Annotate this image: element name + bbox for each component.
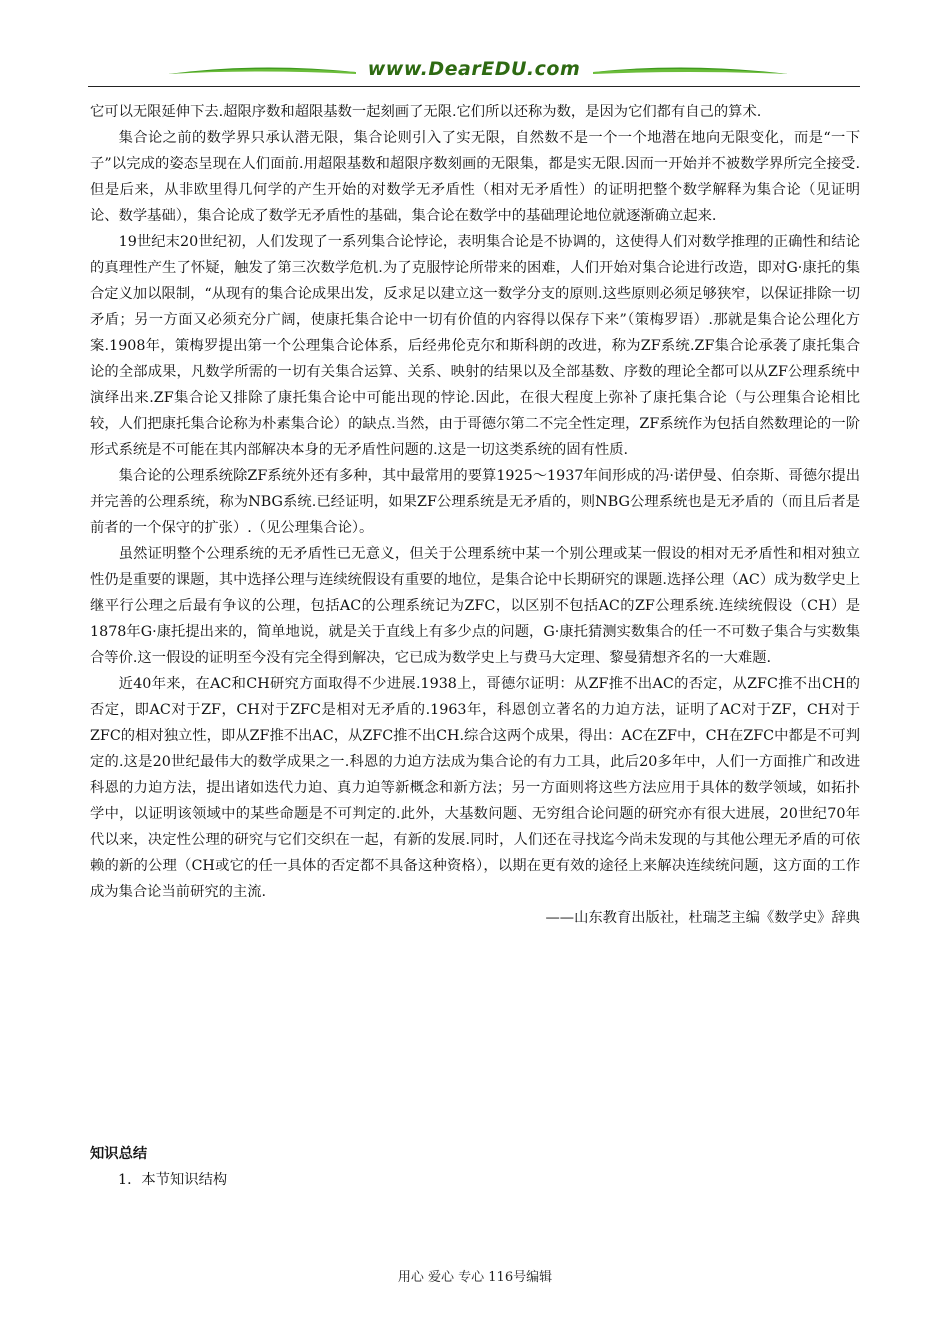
page-footer: 用心 爱心 专心 116号编辑	[397, 1270, 553, 1285]
site-name: www.DearEDU.com	[367, 58, 581, 80]
article-body	[90, 99, 860, 931]
paragraph: 虽然证明整个公理系统的无矛盾性已无意义，但关于公理系统中某一个别公理或某一假设的相对无矛盾性和相对独立性仍是重要的课题，其中选择公理与连续统假设有重要的地位，是集合论中长期研究的课题.选择公理（AC）成为数学史上继平行公理之后最有争议的公理，包括AC的公理系统记为ZFC，以区别不包括AC的ZF公理系统.连续统假设（CH）是1878年G·康托提出来的，简单地说，就是关于直线上有多少点的问题，G·康托猜测实数集合的任一不可数子集合与实数集合等价.这一假设的证明至今没有完全得到解决，它已成为数学史上与费马大定理、黎曼猜想齐名的一大难题.	[90, 546, 860, 666]
section-title: 知识总结	[90, 1146, 148, 1162]
paragraph: 集合论之前的数学界只承认潜无限，集合论则引入了实无限，自然数不是一个一个地潜在地向无限变化，而是“一下子”以完成的姿态呈现在人们面前.用超限基数和超限序数刻画的无限集，都是实无限.因而一开始并不被数学界所完全接受.但是后来，从非欧里得几何学的产生开始的对数学无矛盾性（相对无矛盾性）的证明把整个数学解释为集合论（见证明论、数学基础），集合论成了数学无矛盾性的基础，集合论在数学中的基础理论地位就逐渐确立起来.	[90, 130, 860, 224]
site-header	[88, 56, 860, 90]
paragraph: 集合论的公理系统除ZF系统外还有多种，其中最常用的要算1925～1937年间形成的冯·诺伊曼、伯奈斯、哥德尔提出并完善的公理系统，称为NBG系统.已经证明，如果ZF公理系统是无矛盾的，则NBG公理系统也是无矛盾的（而且后者是前者的一个保守的扩张）.（见公理集合论）。	[90, 468, 860, 536]
source-citation: ——山东教育出版社，杜瑞芝主编《数学史》辞典	[545, 910, 860, 926]
subsection-heading: 1．本节知识结构	[118, 1172, 228, 1188]
paragraph: 它可以无限延伸下去.超限序数和超限基数一起刻画了无限.它们所以还称为数，是因为它们都有自己的算术.	[90, 104, 762, 120]
paragraph: 近40年来，在AC和CH研究方面取得不少进展.1938上，哥德尔证明：从ZF推不出AC的否定，从ZFC推不出CH的否定，即AC对于ZF，CH对于ZFC是相对无矛盾的.1963年，科恩创立著名的力迫方法，证明了AC对于ZF，CH对于ZFC的相对独立性，即从ZF推不出AC，从ZFC推不出CH.综合这两个成果，得出：AC在ZF中，CH在ZFC中都是不可判定的.这是20世纪最伟大的数学成果之一.科恩的力迫方法成为集合论的有力工具，此后20多年中，人们一方面推广和改进科恩的力迫方法，提出诸如迭代力迫、真力迫等新概念和新方法；另一方面则将这些方法应用于具体的数学领域，如拓扑学中，以证明该领域中的某些命题是不可判定的.此外，大基数问题、无穷组合论问题的研究亦有很大进展，20世纪70年代以来，决定性公理的研究与它们交织在一起，有新的发展.同时，人们还在寻找迄今尚未发现的与其他公理无矛盾的可依赖的新的公理（CH或它的任一具体的否定都不具备这种资格），以期在更有效的途径上来解决连续统问题，这方面的工作成为集合论当前研究的主流.	[90, 676, 860, 900]
paragraph: 19世纪末20世纪初，人们发现了一系列集合论悖论，表明集合论是不协调的，这使得人们对数学推理的正确性和结论的真理性产生了怀疑，触发了第三次数学危机.为了克服悖论所带来的困难，人们开始对集合论进行改造，即对G·康托的集合定义加以限制，“从现有的集合论成果出发，反求足以建立这一数学分支的原则.这些原则必须足够狭窄，以保证排除一切矛盾；另一方面又必须充分广阔，使康托集合论中一切有价值的内容得以保存下来”（策梅罗语）.那就是集合论公理化方案.1908年，策梅罗提出第一个公理集合论体系，后经弗伦克尔和斯科朗的改进，称为ZF系统.ZF集合论承袭了康托集合论的全部成果，凡数学所需的一切有关集合运算、关系、映射的结果以及全部基数、序数的理论全都可以从ZF公理系统中演绎出来.ZF集合论又排除了康托集合论中可能出现的悖论.因此，在很大程度上弥补了康托集合论（与公理集合论相比较，人们把康托集合论称为朴素集合论）的缺点.当然，由于哥德尔第二不完全性定理，ZF系统作为包括自然数理论的一阶形式系统是不可能在其内部解决本身的无矛盾性问题的.这是一切这类系统的固有性质.	[90, 234, 860, 458]
header-rule	[88, 86, 860, 87]
